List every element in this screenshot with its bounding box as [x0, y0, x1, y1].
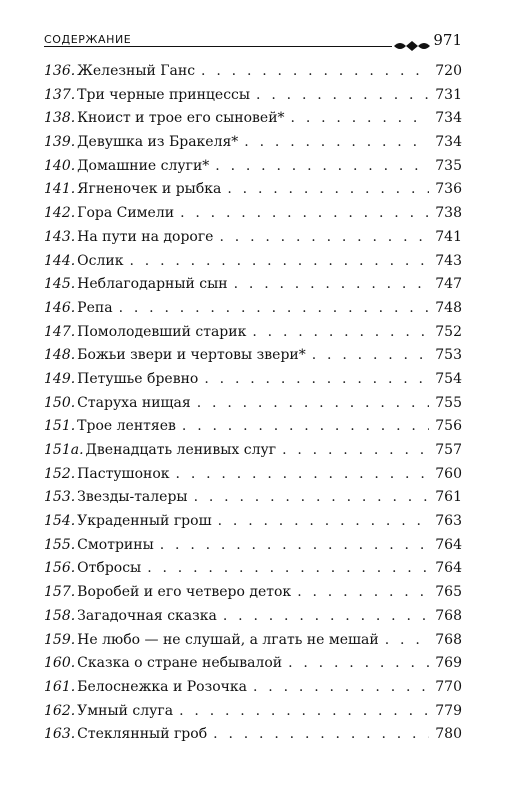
entry-page-number: 770 — [435, 678, 462, 695]
entry-title: Ягненочек и рыбка — [77, 181, 222, 198]
entry-number: 158. — [44, 607, 76, 624]
entry-page-number: 765 — [435, 584, 462, 601]
dot-leader — [213, 723, 429, 747]
entry-number: 146. — [44, 299, 76, 316]
toc-entry — [44, 107, 462, 131]
entry-page-number: 752 — [435, 323, 462, 340]
entry-page-number: 735 — [435, 157, 462, 174]
entry-title: Ослик — [77, 252, 124, 269]
entry-page-number: 768 — [435, 631, 462, 648]
entry-number: 141. — [44, 181, 76, 198]
toc-entry — [44, 676, 462, 700]
toc-entry — [44, 652, 462, 676]
dot-leader — [176, 463, 430, 487]
toc-entry — [44, 297, 462, 321]
entry-title: Воробей и его четверо деток — [77, 584, 292, 601]
dot-leader — [160, 534, 430, 558]
entry-title: Неблагодарный сын — [77, 276, 228, 293]
entry-page-number: 763 — [435, 513, 462, 530]
dot-leader — [219, 226, 429, 250]
entry-number: 163. — [44, 726, 76, 743]
dot-leader — [119, 297, 430, 321]
entry-title: Смотрины — [77, 536, 154, 553]
entry-title: Трое лентяев — [77, 418, 176, 435]
entry-number: 147. — [44, 323, 76, 340]
entry-page-number: 747 — [435, 276, 462, 293]
dot-leader — [282, 439, 429, 463]
dot-leader — [385, 629, 430, 653]
entry-title: Двенадцать ленивых слуг — [85, 442, 277, 458]
entry-title: Пастушонок — [77, 465, 170, 482]
entry-page-number: 741 — [435, 228, 462, 245]
entry-number: 151а. — [44, 442, 84, 458]
entry-title: Железный Ганс — [77, 63, 196, 79]
toc-entry — [44, 226, 462, 250]
entry-number: 152. — [44, 465, 76, 482]
entry-page-number: 761 — [435, 489, 462, 506]
entry-page-number: 769 — [435, 655, 462, 672]
entry-title: Кноист и трое его сыновей* — [77, 110, 285, 127]
dot-leader — [201, 60, 429, 84]
entry-page-number: 780 — [435, 726, 462, 743]
toc-entry — [44, 368, 462, 392]
entry-number: 150. — [44, 394, 76, 411]
entry-page-number: 720 — [435, 63, 462, 79]
toc-entry — [44, 415, 462, 439]
toc-entry — [44, 344, 462, 368]
entry-number: 139. — [44, 134, 76, 151]
toc-entry — [44, 557, 462, 581]
dot-leader — [291, 107, 430, 131]
entry-number: 155. — [44, 536, 76, 553]
entry-number: 144. — [44, 252, 76, 269]
entry-number: 153. — [44, 489, 76, 506]
entry-title: Не любо — не слушай, а лгать не мешай — [77, 631, 379, 648]
entry-number: 159. — [44, 631, 76, 648]
dot-leader — [204, 368, 429, 392]
entry-number: 140. — [44, 157, 76, 174]
table-of-contents — [44, 60, 462, 747]
entry-number: 149. — [44, 370, 76, 387]
toc-entry — [44, 131, 462, 155]
page-number: 971 — [433, 31, 462, 49]
entry-number: 161. — [44, 678, 76, 695]
entry-page-number: 743 — [435, 252, 462, 269]
entry-title: Сказка о стране небывалой — [77, 655, 283, 672]
toc-entry — [44, 463, 462, 487]
toc-entry — [44, 486, 462, 510]
entry-page-number: 734 — [435, 134, 462, 151]
dot-leader — [147, 557, 429, 581]
toc-entry — [44, 392, 462, 416]
entry-number: 138. — [44, 110, 76, 127]
dot-leader — [194, 486, 430, 510]
entry-page-number: 760 — [435, 465, 462, 482]
entry-page-number: 755 — [435, 394, 462, 411]
toc-entry — [44, 250, 462, 274]
toc-entry — [44, 178, 462, 202]
entry-number: 145. — [44, 276, 76, 293]
toc-entry — [44, 605, 462, 629]
dot-leader — [227, 178, 429, 202]
entry-page-number: 748 — [435, 299, 462, 316]
entry-page-number: 756 — [435, 418, 462, 435]
dot-leader — [297, 581, 429, 605]
dot-leader — [218, 510, 430, 534]
running-header — [44, 30, 462, 52]
toc-entry — [44, 534, 462, 558]
entry-title: Стеклянный гроб — [77, 726, 208, 743]
entry-title: Девушка из Бракеля* — [77, 134, 239, 151]
entry-page-number: 754 — [435, 370, 462, 387]
entry-number: 162. — [44, 702, 76, 719]
entry-title: Старуха нищая — [77, 394, 191, 411]
entry-page-number: 738 — [435, 205, 462, 222]
entry-title: Божьи звери и чертовы звери* — [77, 347, 306, 364]
entry-title: Гора Симели — [77, 205, 175, 222]
entry-page-number: 736 — [435, 181, 462, 198]
entry-title: Украденный грош — [77, 513, 212, 530]
dot-leader — [179, 700, 429, 724]
entry-page-number: 731 — [435, 86, 462, 103]
dot-leader — [215, 155, 429, 179]
entry-page-number: 764 — [435, 536, 462, 553]
toc-entry — [44, 321, 462, 345]
dot-leader — [182, 415, 429, 439]
entry-number: 157. — [44, 584, 76, 601]
dot-leader — [256, 84, 429, 108]
toc-entry — [44, 723, 462, 747]
toc-entry — [44, 439, 462, 463]
entry-page-number: 753 — [435, 347, 462, 364]
entry-page-number: 768 — [435, 607, 462, 624]
entry-title: На пути на дороге — [77, 228, 214, 245]
entry-title: Звезды-талеры — [77, 489, 188, 506]
dot-leader — [234, 273, 430, 297]
dot-leader — [312, 344, 430, 368]
toc-entry — [44, 700, 462, 724]
dot-leader — [180, 202, 429, 226]
entry-number: 154. — [44, 513, 76, 530]
entry-page-number: 734 — [435, 110, 462, 127]
entry-number: 160. — [44, 655, 76, 672]
dot-leader — [244, 131, 429, 155]
dot-leader — [252, 321, 429, 345]
entry-page-number: 757 — [435, 442, 462, 458]
entry-page-number: 764 — [435, 560, 462, 577]
toc-entry — [44, 629, 462, 653]
entry-title: Отбросы — [77, 560, 142, 577]
entry-number: 151. — [44, 418, 76, 435]
dot-leader — [253, 676, 429, 700]
toc-entry — [44, 273, 462, 297]
dot-leader — [129, 250, 429, 274]
entry-title: Репа — [77, 299, 113, 316]
entry-number: 137. — [44, 86, 76, 103]
toc-entry — [44, 155, 462, 179]
entry-title: Три черные принцессы — [77, 86, 251, 103]
toc-entry — [44, 202, 462, 226]
toc-entry — [44, 84, 462, 108]
dot-leader — [288, 652, 429, 676]
header-rule — [44, 46, 392, 47]
entry-title: Умный слуга — [77, 702, 174, 719]
entry-number: 142. — [44, 205, 76, 222]
dot-leader — [223, 605, 429, 629]
ornament-icon — [392, 38, 432, 54]
toc-entry — [44, 60, 462, 84]
dot-leader — [197, 392, 430, 416]
entry-number: 136. — [44, 63, 76, 79]
toc-entry — [44, 510, 462, 534]
entry-title: Белоснежка и Розочка — [77, 678, 247, 695]
entry-title: Петушье бревно — [77, 370, 199, 387]
entry-number: 143. — [44, 228, 76, 245]
entry-number: 156. — [44, 560, 76, 577]
entry-title: Помолодевший старик — [77, 323, 247, 340]
entry-number: 148. — [44, 347, 76, 364]
section-title: СОДЕРЖАНИЕ — [44, 33, 132, 46]
toc-entry — [44, 581, 462, 605]
entry-page-number: 779 — [435, 702, 462, 719]
entry-title: Загадочная сказка — [77, 607, 217, 624]
entry-title: Домашние слуги* — [77, 157, 210, 174]
